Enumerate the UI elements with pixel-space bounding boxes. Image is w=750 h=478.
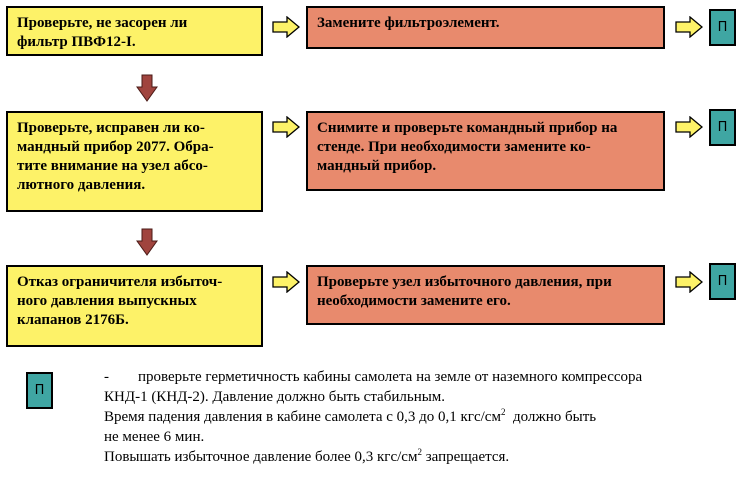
right-arrow-1b — [675, 16, 703, 38]
down-arrow-1 — [136, 74, 158, 102]
footnote-line-5 — [104, 447, 744, 467]
footnote-text — [104, 367, 744, 467]
ref-marker-1: П — [709, 9, 736, 46]
footnote-line-5-sup: 2 — [417, 447, 422, 457]
footnote-line-1-text: проверьте герметичность кабины самолета на земле от наземного компрессора — [138, 369, 643, 385]
right-arrow-3b — [675, 271, 703, 293]
action-step-3: Проверьте узел избыточного давления, при необходимости замените его. — [306, 265, 665, 325]
down-arrow-2 — [136, 228, 158, 256]
footnote-marker: П — [26, 372, 53, 409]
footnote-line-3-a: Время падения давления в кабине самолета с 0,3 до 0,1 кгс/см — [104, 409, 501, 425]
footnote-line-1 — [104, 367, 744, 387]
ref-marker-2: П — [709, 109, 736, 146]
footnote-line-4: не менее 6 мин. — [104, 429, 205, 445]
footnote-line-5-a: Повышать избыточное давление более 0,3 кгс/см — [104, 449, 418, 465]
right-arrow-2b — [675, 116, 703, 138]
ref-marker-3: П — [709, 263, 736, 300]
footnote-dash: - — [104, 369, 109, 385]
footnote-line-3-sup: 2 — [500, 407, 506, 417]
right-arrow-3a — [272, 271, 300, 293]
footnote-line-2: КНД-1 (КНД-2). Давление должно быть стабильным. — [104, 389, 446, 405]
footnote-line-3-b: должно быть — [505, 409, 597, 425]
action-step-1: Замените фильтроэлемент. — [306, 6, 665, 49]
check-step-1: Проверьте, не засорен ли фильтр ПВФ12-I. — [6, 6, 263, 56]
right-arrow-1a — [272, 16, 300, 38]
action-step-2: Снимите и проверьте командный прибор на стенде. При необходимости замените ко- мандный прибор. — [306, 111, 665, 191]
footnote-line-3 — [104, 407, 744, 427]
check-step-2: Проверьте, исправен ли ко- мандный прибор 2077. Обра- тите внимание на узел абсо- лютного давления. — [6, 111, 263, 212]
check-step-3: Отказ ограничителя избыточ- ного давления выпускных клапанов 2176Б. — [6, 265, 263, 347]
right-arrow-2a — [272, 116, 300, 138]
footnote-line-5-b: запрещается. — [421, 449, 510, 465]
